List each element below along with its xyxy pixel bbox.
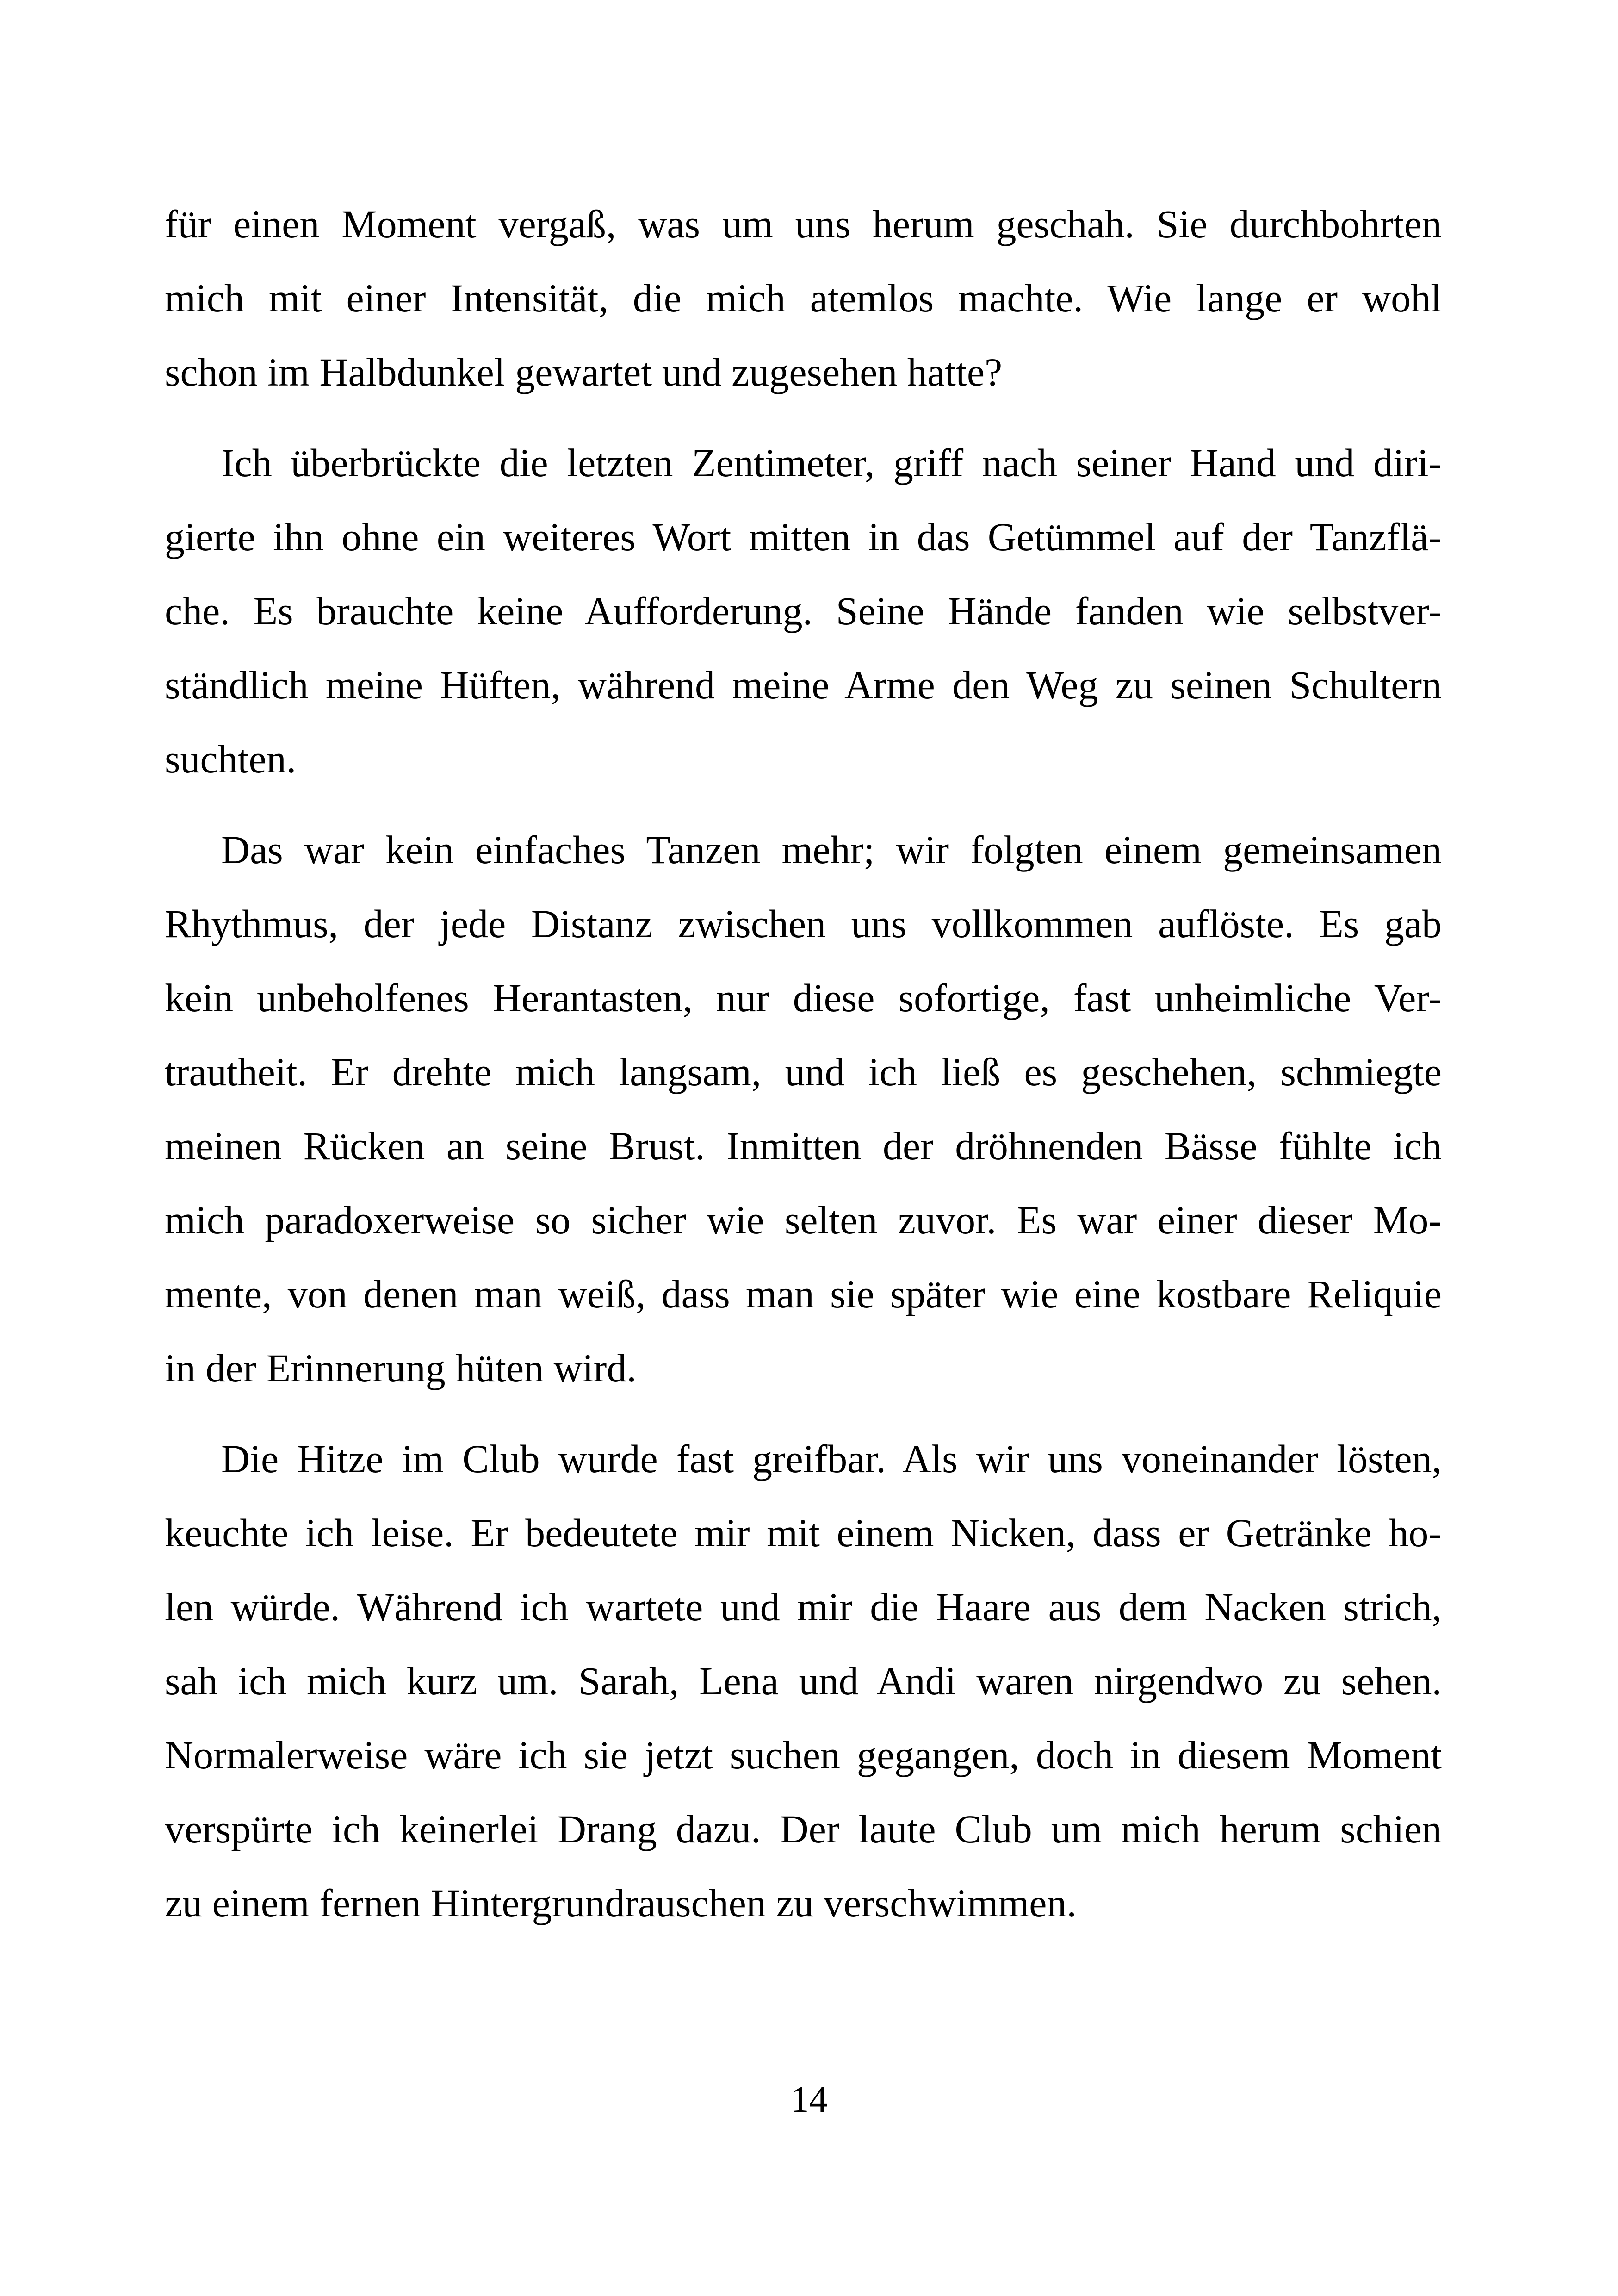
- text-line: mich paradoxerweise so sicher wie selten zuvor. Es war einer dieser Mo-: [165, 1198, 1442, 1242]
- body-text: [165, 187, 1442, 1957]
- text-line: ständlich meine Hüften, während meine Arme den Weg zu seinen Schultern: [165, 663, 1442, 707]
- text-line: mich mit einer Intensität, die mich atemlos machte. Wie lange er wohl: [165, 276, 1442, 320]
- text-line: kein unbeholfenes Herantasten, nur diese sofortige, fast unheimliche Ver-: [165, 976, 1442, 1020]
- text-line: Ich überbrückte die letzten Zentimeter, griff nach seiner Hand und diri-: [221, 441, 1442, 485]
- page-number: 14: [790, 2079, 828, 2120]
- text-line: Die Hitze im Club wurde fast greifbar. Als wir uns voneinander lösten,: [221, 1437, 1442, 1481]
- paragraph-3: [165, 813, 1442, 1405]
- text-line: schon im Halbdunkel gewartet und zugesehen hatte?: [165, 350, 1003, 394]
- text-line: Rhythmus, der jede Distanz zwischen uns vollkommen auflöste. Es gab: [165, 902, 1442, 946]
- text-line: gierte ihn ohne ein weiteres Wort mitten in das Getümmel auf der Tanzflä-: [165, 515, 1442, 559]
- paragraph-4: [165, 1422, 1442, 1940]
- text-line: verspürte ich keinerlei Drang dazu. Der laute Club um mich herum schien: [165, 1807, 1442, 1851]
- text-line: für einen Moment vergaß, was um uns herum geschah. Sie durchbohrten: [165, 202, 1442, 246]
- text-line: len würde. Während ich wartete und mir die Haare aus dem Nacken strich,: [165, 1585, 1442, 1629]
- paragraph-1: [165, 187, 1442, 409]
- text-line: Normalerweise wäre ich sie jetzt suchen gegangen, doch in diesem Moment: [165, 1733, 1442, 1777]
- text-line: mente, von denen man weiß, dass man sie später wie eine kostbare Reliquie: [165, 1272, 1442, 1316]
- text-line: trautheit. Er drehte mich langsam, und ich ließ es geschehen, schmiegte: [165, 1050, 1442, 1094]
- paragraph-2: [165, 426, 1442, 796]
- text-line: keuchte ich leise. Er bedeutete mir mit einem Nicken, dass er Getränke ho-: [165, 1511, 1442, 1555]
- text-line: meinen Rücken an seine Brust. Inmitten der dröhnenden Bässe fühlte ich: [165, 1124, 1442, 1168]
- text-line: sah ich mich kurz um. Sarah, Lena und Andi waren nirgendwo zu sehen.: [165, 1659, 1442, 1703]
- text-line: zu einem fernen Hintergrundrauschen zu verschwimmen.: [165, 1881, 1077, 1925]
- text-line: in der Erinnerung hüten wird.: [165, 1346, 637, 1390]
- text-line: suchten.: [165, 737, 297, 781]
- text-line: Das war kein einfaches Tanzen mehr; wir folgten einem gemeinsamen: [221, 828, 1442, 872]
- text-line: che. Es brauchte keine Aufforderung. Seine Hände fanden wie selbstver-: [165, 589, 1442, 633]
